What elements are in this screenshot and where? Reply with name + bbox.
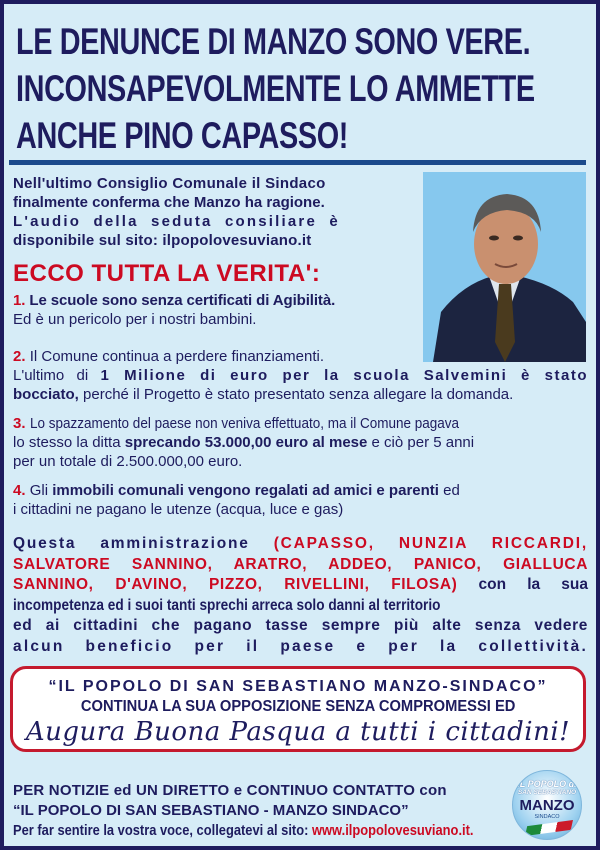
point-3-number: 3. <box>13 415 26 432</box>
party-logo <box>512 770 582 840</box>
footer-line-3: Per far sentire la vostra voce, collegatevi al sito: <box>13 822 312 839</box>
admin-line-4: incompetenza ed i suoi tanti sprechi arreca solo danni al territorio <box>13 596 441 614</box>
intro-line-2: finalmente conferma che Manzo ha ragione. <box>13 194 325 211</box>
headline-line-1: LE DENUNCE DI MANZO SONO VERE. <box>16 21 531 62</box>
point-2-bold-2: bocciato, <box>13 386 79 403</box>
point-4 <box>13 481 588 519</box>
point-4-post: ed <box>438 482 460 499</box>
admin-line-6: alcun beneficio per il paese e per la collettività. <box>13 637 588 655</box>
point-4-bold: immobili comunali vengono regalati ad amici e parenti <box>52 482 439 499</box>
headline <box>16 18 535 159</box>
point-3-post: e ciò per 5 anni <box>367 434 475 451</box>
point-2-bold-1: 1 Milione di euro per la scuola Salvemini è stato <box>100 367 589 384</box>
admin-pre: Questa amministrazione <box>13 535 274 552</box>
point-1 <box>13 291 423 329</box>
headline-line-2: INCONSAPEVOLMENTE LO AMMETTE <box>16 68 535 109</box>
footer-contact <box>13 781 493 841</box>
point-1-rest: Ed è un pericolo per i nostri bambini. <box>13 311 257 328</box>
admin-line-5: ed ai cittadini che pagano tasse sempre più alte senza vedere <box>13 617 588 634</box>
verita-heading: ECCO TUTTA LA VERITA': <box>13 260 321 287</box>
point-4-number: 4. <box>13 482 26 499</box>
box-line-2: CONTINUA LA SUA OPPOSIZIONE SENZA COMPROMESSI ED <box>80 698 516 715</box>
admin-post: con la sua <box>457 576 588 593</box>
divider-rule <box>9 160 586 165</box>
logo-line-2: SAN SEBASTIANO <box>517 789 577 796</box>
logo-line-1: IL POPOLO di <box>517 779 577 789</box>
admin-names-1: (CAPASSO, NUNZIA RICCARDI, <box>273 535 588 552</box>
point-2-line-1: Il Comune continua a perdere finanziamenti. <box>29 348 325 365</box>
point-4-line-2: i cittadini ne pagano le utenze (acqua, luce e gas) <box>13 501 344 518</box>
administration-paragraph <box>13 534 588 657</box>
admin-names-2: SALVATORE SANNINO, ARATRO, ADDEO, PANICO, GIALLUCA <box>13 555 588 573</box>
point-3-bold: sprecando 53.000,00 euro al mese <box>124 434 368 451</box>
footer-line-1: PER NOTIZIE ed UN DIRETTO e CONTINUO CONTATTO con <box>13 782 447 799</box>
intro-paragraph <box>13 174 418 250</box>
website-link[interactable]: www.ilpopolovesuviano.it. <box>311 822 474 839</box>
point-1-number: 1. <box>13 292 26 309</box>
candidate-photo <box>423 172 586 362</box>
footer-line-2: “IL POPOLO DI SAN SEBASTIANO - MANZO SINDACO” <box>13 802 409 819</box>
point-3 <box>13 414 588 471</box>
point-2-number: 2. <box>13 348 26 365</box>
point-2-rest: perché il Progetto è stato presentato senza allegare la domanda. <box>78 386 514 403</box>
admin-names-3: SANNINO, D'AVINO, PIZZO, RIVELLINI, FILOSA) <box>13 576 458 593</box>
point-1-bold: Le scuole sono senza certificati di Agibilità. <box>29 292 336 309</box>
box-greeting: Augura Buona Pasqua a tutti i cittadini! <box>25 717 571 747</box>
logo-line-3: MANZO <box>519 797 575 814</box>
intro-line-4: disponibile sul sito: ilpopolovesuviano.it <box>13 232 312 249</box>
poster <box>4 4 596 846</box>
easter-greeting-box <box>10 666 586 752</box>
logo-line-4: SINDACO <box>534 814 560 820</box>
headline-line-3: ANCHE PINO CAPASSO! <box>16 115 348 156</box>
intro-line-3: L'audio della seduta consiliare è <box>13 213 340 230</box>
point-3-pre: lo stesso la ditta <box>13 434 125 451</box>
point-2 <box>13 347 588 404</box>
point-3-line-3: per un totale di 2.500.000,00 euro. <box>13 453 243 470</box>
box-line-1: “IL POPOLO DI SAN SEBASTIANO MANZO-SINDACO” <box>48 678 548 695</box>
point-4-pre: Gli <box>29 482 53 499</box>
italian-flag-icon <box>525 820 573 836</box>
intro-line-1: Nell'ultimo Consiglio Comunale il Sindaco <box>13 175 326 192</box>
portrait-image <box>423 172 586 362</box>
point-2-pre: L'ultimo di <box>13 367 101 384</box>
point-3-line-1: Lo spazzamento del paese non veniva effettuato, ma il Comune pagava <box>29 415 459 432</box>
